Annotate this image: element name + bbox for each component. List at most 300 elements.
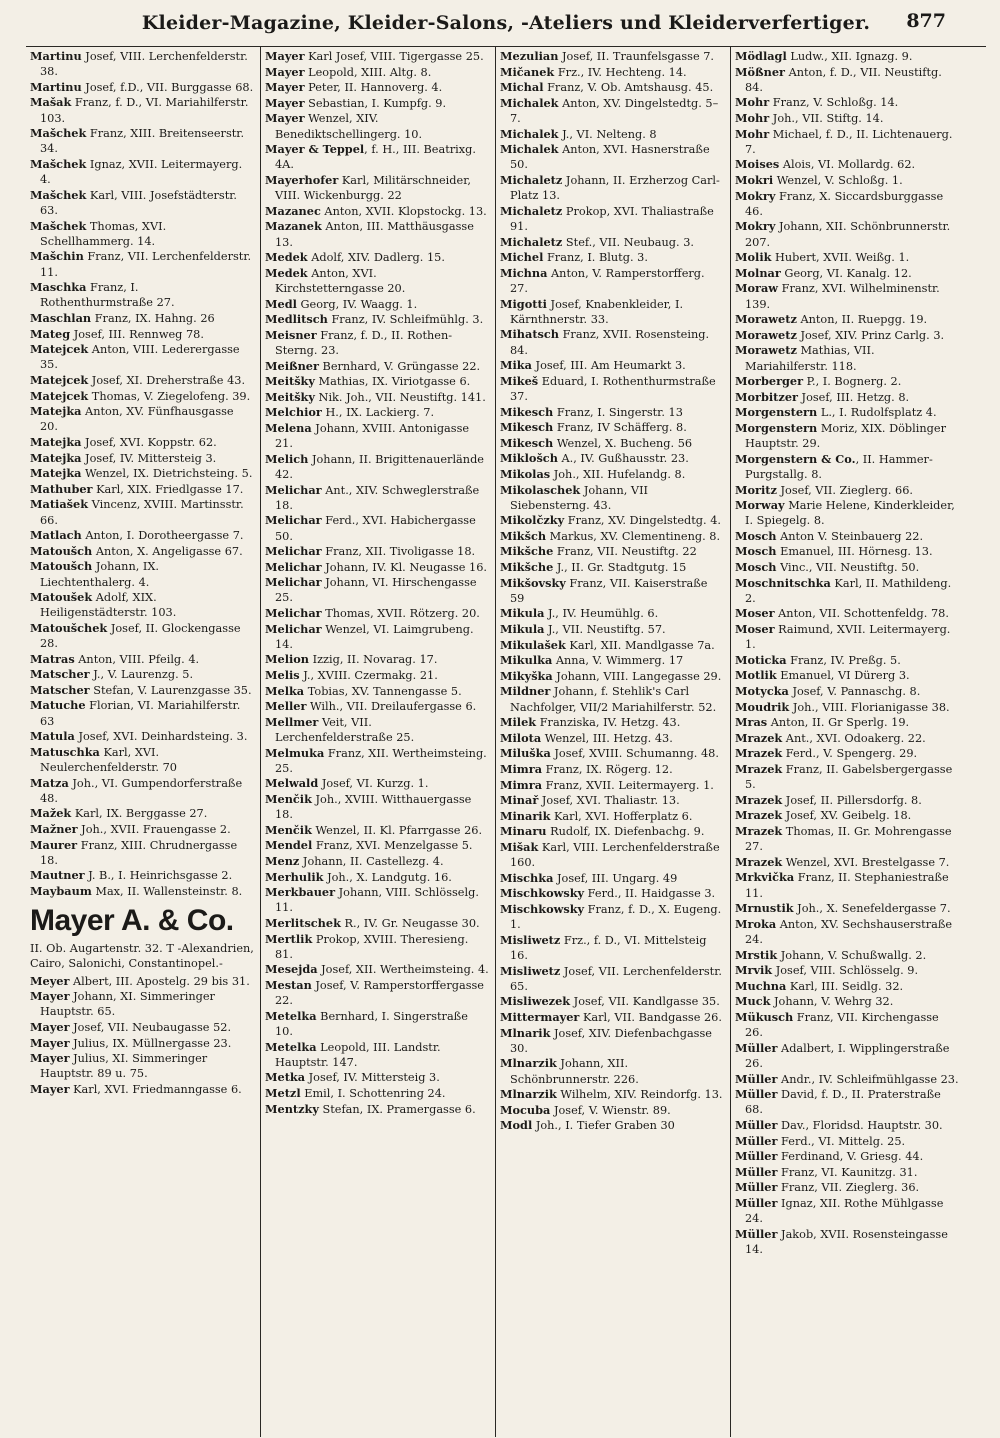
entry-surname: Matejcek — [30, 388, 89, 403]
entry-surname: Modl — [500, 1118, 533, 1133]
directory-entry — [735, 870, 960, 900]
entry-details: Joh., VIII. Florianigasse 38. — [789, 700, 950, 714]
entry-details: Karl, VII. Bandgasse 26. — [579, 1010, 722, 1024]
entry-list — [265, 49, 489, 1117]
entry-details: Anton, f. D., VII. Neustiftg. 84. — [745, 65, 942, 94]
directory-entry — [735, 917, 960, 947]
entry-details: Franz, VII. Kaiserstraße 59 — [510, 576, 708, 605]
entry-surname: Mrazek — [735, 746, 783, 761]
entry-details: Julius, IX. Müllnergasse 23. — [69, 1036, 232, 1050]
entry-surname: Maurer — [30, 837, 78, 852]
entry-details: Josef, VII. Neubaugasse 52. — [69, 1021, 232, 1035]
entry-surname: Matejka — [30, 466, 82, 481]
directory-entry — [265, 746, 489, 776]
directory-entry — [500, 622, 724, 637]
entry-details: Josef, XIV. Prinz Carlg. 3. — [796, 328, 945, 342]
entry-details: Franziska, IV. Hetzg. 43. — [536, 716, 681, 730]
directory-entry — [30, 373, 254, 388]
entry-details: Peter, II. Hannoverg. 4. — [304, 81, 443, 95]
entry-details: Karl, II. Mathildeng. 2. — [745, 576, 952, 605]
column-2 — [261, 47, 496, 1437]
entry-surname: Mažek — [30, 806, 72, 821]
entry-details: Joh., XII. Hufelandg. 8. — [550, 467, 686, 481]
entry-surname: Melichar — [265, 513, 322, 528]
entry-surname: Moudrik — [735, 699, 790, 714]
entry-details: Franz, XVII. Leitermayerg. 1. — [542, 778, 714, 792]
entry-details: Johann, V. Wehrg 32. — [770, 995, 894, 1009]
entry-surname: Maybaum — [30, 884, 92, 899]
directory-entry — [500, 1118, 724, 1133]
entry-details: Karl, VIII. Josefstädterstr. 63. — [40, 188, 237, 217]
directory-entry — [265, 405, 489, 420]
entry-surname: Michalek — [500, 126, 559, 141]
entry-details: Joh., XVIII. Witthauergasse 18. — [275, 793, 472, 822]
directory-entry — [500, 1087, 724, 1102]
columns — [26, 46, 986, 1437]
entry-details: R., IV. Gr. Neugasse 30. — [340, 917, 480, 930]
directory-entry — [735, 963, 960, 978]
entry-surname: Mičanek — [500, 64, 555, 79]
entry-details: Wenzel, II. Kl. Pfarrgasse 26. — [311, 823, 483, 837]
directory-entry — [265, 699, 489, 714]
entry-surname: Mayer — [30, 1051, 70, 1066]
entry-details: J. B., I. Heinrichsgasse 2. — [84, 869, 233, 883]
directory-entry — [500, 933, 724, 963]
entry-details: Josef, VII. Kandlgasse 35. — [570, 995, 720, 1009]
entry-details: Josef, IV. Mittersteig 3. — [81, 451, 217, 465]
entry-surname: Mažner — [30, 822, 78, 837]
entry-surname: Mayer — [265, 49, 305, 63]
entry-details: Franz, XVI. Menzelgasse 5. — [312, 839, 473, 853]
directory-entry — [500, 266, 724, 296]
entry-details: Wilhelm, XIV. Reindorfg. 13. — [556, 1088, 723, 1102]
directory-entry — [500, 669, 724, 684]
directory-entry — [30, 1051, 254, 1081]
entry-surname: Mlnarik — [500, 1025, 551, 1040]
directory-entry — [265, 374, 489, 389]
entry-surname: Metelka — [265, 1039, 317, 1054]
entry-details: J., II. Gr. Stadtgutg. 15 — [553, 561, 687, 575]
entry-surname: Miluška — [500, 746, 551, 761]
directory-entry — [30, 974, 254, 989]
entry-surname: Mrazek — [735, 854, 783, 869]
entry-details: Franz, IV Schäfferg. 8. — [553, 421, 687, 435]
entry-list — [735, 49, 960, 1257]
entry-surname: Mateg — [30, 326, 71, 341]
entry-surname: Molnar — [735, 265, 781, 280]
entry-details: Josef, XVI. Thaliastr. 13. — [538, 794, 680, 808]
directory-entry — [500, 96, 724, 126]
directory-entry — [735, 281, 960, 311]
directory-entry — [265, 328, 489, 358]
directory-entry — [30, 989, 254, 1019]
directory-entry — [500, 80, 724, 95]
directory-entry — [265, 483, 489, 513]
entry-details: Josef, V. Pannaschg. 8. — [788, 685, 921, 699]
directory-entry — [500, 405, 724, 420]
directory-entry — [735, 1180, 960, 1195]
entry-surname: Matscher — [30, 667, 90, 682]
directory-entry — [500, 840, 724, 870]
entry-surname: Müller — [735, 1164, 778, 1179]
entry-surname: Melichar — [265, 606, 322, 621]
entry-surname: Mesejda — [265, 962, 318, 977]
entry-details: Josef, VIII. Schlösselg. 9. — [772, 964, 919, 978]
entry-surname: Matoušch — [30, 559, 93, 574]
page-number: 877 — [906, 10, 946, 32]
entry-details: Ferdinand, V. Griesg. 44. — [777, 1150, 924, 1164]
entry-details: Josef, XI. Dreherstraße 43. — [88, 373, 246, 387]
directory-entry — [265, 792, 489, 822]
entry-surname: Metelka — [265, 1008, 317, 1023]
directory-entry — [500, 513, 724, 528]
directory-entry — [265, 606, 489, 621]
entry-details: P., I. Bognerg. 2. — [803, 375, 902, 389]
entry-surname: Medek — [265, 265, 308, 280]
entry-details: Izzig, II. Novarag. 17. — [309, 653, 438, 667]
entry-details: Anton, II. Ruepgg. 19. — [796, 313, 928, 327]
entry-surname: Morgenstern — [735, 405, 818, 420]
entry-surname: Matza — [30, 775, 69, 790]
entry-details: Franz, f. D., VI. Mariahilferstr. 103. — [40, 96, 249, 125]
entry-surname: Meyer — [30, 973, 70, 988]
entry-details: Franz, V. Ob. Amtshausg. 45. — [543, 81, 714, 95]
entry-surname: Matoušchek — [30, 620, 108, 635]
entry-details: Johann, VIII. Schlösselg. 11. — [275, 886, 479, 915]
entry-surname: Medek — [265, 250, 308, 265]
entry-details: Franz, IX. Rögerg. 12. — [542, 763, 673, 777]
entry-details: Franz, f. D., X. Eugeng. 1. — [510, 902, 722, 932]
entry-surname: Mokry — [735, 219, 776, 234]
directory-entry — [30, 157, 254, 187]
entry-details: Johann, XII. Schönbrunnerstr. 226. — [510, 1057, 639, 1086]
entry-surname: Melichar — [265, 482, 322, 497]
directory-entry — [500, 467, 724, 482]
directory-entry — [265, 854, 489, 869]
entry-surname: Mikula — [500, 622, 545, 637]
directory-entry — [500, 420, 724, 435]
entry-details: Veit, VII. Lerchenfelderstraße 25. — [275, 715, 415, 745]
directory-entry — [30, 868, 254, 883]
entry-details: Dav., Floridsd. Hauptstr. 30. — [777, 1118, 943, 1132]
directory-entry — [30, 435, 254, 450]
directory-entry — [30, 389, 254, 404]
directory-entry — [265, 684, 489, 699]
entry-details: Josef, III. Rennweg 78. — [70, 327, 204, 341]
entry-details: Johann, XI. Simmeringer Hauptstr. 65. — [40, 990, 215, 1019]
entry-details: Josef, XII. Wertheimsteing. 4. — [317, 963, 489, 977]
entry-details: Karl, Militärschneider, VIII. Wickenburgg. 22 — [275, 173, 471, 203]
directory-entry — [265, 513, 489, 543]
entry-details: Adalbert, I. Wipplingerstraße 26. — [745, 1041, 950, 1070]
entry-details: Franz, IV. Schleifmühlg. 3. — [327, 313, 484, 327]
directory-entry — [265, 652, 489, 667]
entry-details: Nik. Joh., VII. Neustiftg. 141. — [314, 390, 486, 404]
entry-details: Marie Helene, Kinderkleider, I. Spiegelg. 8. — [745, 499, 955, 528]
directory-entry — [265, 1009, 489, 1039]
entry-surname: Muchna — [735, 978, 787, 993]
entry-details: Franz, I. Rothenthurmstraße 27. — [40, 281, 175, 310]
entry-details: Bernhard, V. Grüngasse 22. — [318, 359, 481, 373]
entry-surname: Meitšky — [265, 389, 315, 404]
entry-surname: Maschlan — [30, 310, 92, 325]
entry-surname: Mayer — [265, 95, 305, 110]
directory-entry — [30, 466, 254, 481]
entry-surname: Müller — [735, 1071, 778, 1086]
directory-entry — [265, 421, 489, 451]
directory-entry — [30, 80, 254, 95]
entry-surname: Mikesch — [500, 404, 554, 419]
entry-details: Josef, XVI. Koppstr. 62. — [81, 435, 217, 449]
entry-details: Emil, I. Schottenring 24. — [300, 1086, 446, 1100]
entry-surname: Misliwetz — [500, 932, 561, 947]
directory-entry — [500, 606, 724, 621]
entry-details: Franz, I. Blutg. 3. — [543, 251, 648, 265]
directory-entry — [500, 1103, 724, 1118]
entry-surname: Mestan — [265, 977, 312, 992]
entry-details: J., VII. Neustiftg. 57. — [544, 623, 666, 637]
entry-surname: Müller — [735, 1087, 778, 1102]
entry-surname: Mosch — [735, 544, 777, 559]
directory-entry — [30, 497, 254, 527]
entry-surname: Miklošch — [500, 451, 558, 466]
directory-entry — [30, 49, 254, 79]
entry-surname: Mayer — [265, 111, 305, 126]
entry-details: Michael, f. D., II. Lichtenauerg. 7. — [745, 127, 953, 156]
entry-details: Andr., IV. Schleifmühlgasse 23. — [777, 1072, 959, 1086]
directory-entry — [735, 762, 960, 792]
entry-surname: Matlach — [30, 528, 82, 543]
entry-surname: Mößner — [735, 64, 785, 79]
entry-details: Franz, XIII. Breitenseerstr. 34. — [40, 127, 245, 156]
directory-entry — [500, 451, 724, 466]
directory-entry — [735, 452, 960, 482]
entry-surname: Mikšch — [500, 528, 547, 543]
entry-surname: Mosch — [735, 528, 777, 543]
entry-surname: Melis — [265, 668, 300, 683]
directory-entry — [30, 1082, 254, 1097]
directory-entry — [265, 390, 489, 405]
entry-surname: Mašchek — [30, 187, 87, 202]
directory-entry — [735, 606, 960, 621]
entry-details: Anton, XV. Dingelstedtg. 5–7. — [510, 96, 719, 125]
entry-surname: Mikeš — [500, 373, 539, 388]
directory-entry — [500, 436, 724, 451]
directory-entry — [500, 327, 724, 357]
entry-surname: Mihatsch — [500, 327, 559, 342]
entry-surname: Motycka — [735, 684, 789, 699]
directory-entry — [735, 65, 960, 95]
entry-surname: Matras — [30, 651, 75, 666]
directory-entry — [265, 1040, 489, 1070]
entry-details: Anton, XVII. Klopstockg. 13. — [320, 204, 487, 218]
directory-entry — [500, 793, 724, 808]
entry-details: Anna, V. Wimmerg. 17 — [552, 654, 684, 668]
directory-entry — [500, 297, 724, 327]
entry-surname: Mimra — [500, 762, 543, 777]
entry-details: Wenzel, III. Hetzg. 43. — [541, 731, 673, 745]
entry-details: Franz, XVI. Wilhelminenstr. 139. — [745, 282, 940, 311]
entry-surname: Mentzky — [265, 1101, 319, 1116]
directory-entry — [500, 49, 724, 64]
entry-surname: Müller — [735, 1149, 778, 1164]
entry-surname: Morbitzer — [735, 389, 798, 404]
entry-surname: Mokri — [735, 172, 774, 187]
entry-surname: Milek — [500, 715, 537, 730]
directory-entry — [500, 778, 724, 793]
entry-details: Karl, XVI. Neulerchenfelderstr. 70 — [40, 745, 177, 775]
entry-surname: Michalek — [500, 142, 559, 157]
entry-details: Tobias, XV. Tannengasse 5. — [304, 684, 462, 698]
entry-details: Johann, XVIII. Antonigasse 21. — [275, 421, 470, 451]
entry-details: J., V. Laurenzg. 5. — [89, 668, 194, 682]
entry-details: David, f. D., II. Praterstraße 68. — [745, 1088, 941, 1117]
entry-surname: Mikyška — [500, 668, 553, 683]
entry-details: Alois, VI. Mollardg. 62. — [779, 158, 916, 172]
directory-entry — [500, 809, 724, 824]
entry-surname: Morgenstern & Co. — [735, 451, 856, 466]
entry-details: Franz, XIII. Chrudnergasse 18. — [40, 838, 238, 867]
entry-details: Josef, VII. Lerchenfelderstr. 65. — [510, 964, 722, 993]
directory-entry — [265, 932, 489, 962]
entry-surname: Matula — [30, 729, 75, 744]
directory-entry — [500, 173, 724, 203]
directory-entry — [735, 824, 960, 854]
directory-entry — [265, 297, 489, 312]
entry-surname: Melichar — [265, 575, 322, 590]
entry-surname: Morawetz — [735, 343, 797, 358]
entry-details: Jakob, XVII. Rosensteingasse 14. — [745, 1227, 948, 1256]
directory-entry — [500, 902, 724, 932]
entry-surname: Mrazek — [735, 730, 783, 745]
directory-entry — [265, 823, 489, 838]
entry-details: J., XVIII. Czermakg. 21. — [299, 669, 438, 683]
directory-entry — [265, 266, 489, 296]
directory-entry — [735, 1072, 960, 1087]
entry-details: Adolf, XIX. Heiligenstädterstr. 103. — [40, 591, 177, 620]
entry-surname: Matscher — [30, 682, 90, 697]
entry-details: Josef, II. Pillersdorfg. 8. — [782, 793, 922, 807]
entry-surname: Moser — [735, 606, 775, 621]
directory-entry — [735, 731, 960, 746]
entry-details: Franz, VI. Kaunitzg. 31. — [777, 1165, 918, 1179]
entry-surname: Mrazek — [735, 792, 783, 807]
directory-entry — [30, 126, 254, 156]
entry-surname: Morgenstern — [735, 420, 818, 435]
directory-entry — [500, 235, 724, 250]
entry-details: Josef, XIV. Diefenbachgasse 30. — [510, 1026, 712, 1055]
entry-surname: Melichar — [265, 544, 322, 559]
entry-details: Joh., VI. Gumpendorferstraße 48. — [40, 776, 243, 805]
entry-details: Joh., VII. Stiftg. 14. — [769, 111, 884, 125]
entry-details: Karl, XVI. Friedmanngasse 6. — [69, 1083, 242, 1097]
entry-surname: Mohr — [735, 126, 770, 141]
entry-surname: Merlitschek — [265, 916, 341, 930]
directory-entry — [500, 576, 724, 606]
entry-details: Ferd., V. Spengerg. 29. — [782, 747, 918, 761]
entry-details: Georg, VI. Kanalg. 12. — [780, 266, 912, 280]
directory-entry — [265, 452, 489, 482]
entry-details: Ant., XVI. Odoakerg. 22. — [782, 731, 926, 745]
entry-surname: Mrstik — [735, 947, 778, 962]
entry-details: Anton, XVI. Hasnerstraße 50. — [510, 143, 710, 172]
directory-entry — [735, 1227, 960, 1257]
directory-entry — [735, 405, 960, 420]
directory-entry — [30, 806, 254, 821]
entry-surname: Meißner — [265, 358, 319, 373]
entry-details: J., IV. Heumühlg. 6. — [544, 607, 659, 621]
entry-details: Josef, II. Traunfelsgasse 7. — [558, 50, 715, 63]
directory-entry — [735, 1087, 960, 1117]
directory-entry — [500, 994, 724, 1009]
entry-details: Johann, II. Castellezg. 4. — [299, 855, 444, 869]
directory-entry — [735, 793, 960, 808]
entry-surname: Mrazek — [735, 808, 783, 823]
entry-surname: Michel — [500, 250, 544, 265]
entry-details: Franz, VII. Kirchengasse 26. — [745, 1010, 939, 1040]
directory-entry — [265, 219, 489, 249]
entry-details: Raimund, XVII. Leitermayerg. 1. — [745, 623, 951, 652]
entry-details: Anton, X. Angeligasse 67. — [92, 544, 243, 558]
directory-entry — [265, 142, 489, 172]
entry-surname: Mayer — [30, 1020, 70, 1035]
directory-entry — [30, 544, 254, 559]
entry-details: Anton, II. Gr Sperlg. 19. — [767, 716, 910, 730]
directory-entry — [500, 65, 724, 80]
directory-entry — [735, 390, 960, 405]
directory-entry — [735, 173, 960, 188]
entry-details: Julius, XI. Simmeringer Hauptstr. 89 u. 75. — [40, 1052, 208, 1081]
entry-list-after-ad — [30, 974, 254, 1098]
directory-entry — [735, 328, 960, 343]
entry-details: Johann, II. Erzherzog Carl-Platz 13. — [510, 173, 720, 203]
entry-surname: Mischka — [500, 870, 554, 885]
entry-surname: Mendel — [265, 838, 313, 853]
directory-entry — [735, 1010, 960, 1040]
entry-surname: Mlnarzik — [500, 1087, 557, 1102]
entry-details: Johann, VI. Hirschengasse 25. — [275, 576, 477, 605]
entry-surname: Mittermayer — [500, 1009, 580, 1024]
directory-entry — [30, 404, 254, 434]
directory-entry — [265, 870, 489, 885]
entry-details: Leopold, III. Landstr. Hauptstr. 147. — [275, 1040, 441, 1069]
directory-entry — [500, 127, 724, 142]
directory-entry — [500, 731, 724, 746]
entry-surname: Mohr — [735, 95, 770, 110]
entry-details: Josef, IV. Mittersteig 3. — [305, 1071, 440, 1085]
entry-details: Joh., I. Tiefer Graben 30 — [532, 1119, 675, 1133]
entry-details: Frz., f. D., VI. Mittelsteig 16. — [510, 933, 707, 962]
entry-details: Franz, I. Singerstr. 13 — [553, 405, 683, 419]
entry-surname: Mikšovsky — [500, 575, 566, 590]
entry-surname: Mezulian — [500, 49, 559, 63]
directory-entry — [500, 250, 724, 265]
entry-surname: Morawetz — [735, 327, 797, 342]
directory-entry — [30, 219, 254, 249]
entry-surname: Mimra — [500, 777, 543, 792]
entry-surname: Michaletz — [500, 172, 563, 187]
entry-details: Stefan, V. Laurenzgasse 35. — [89, 683, 252, 697]
entry-details: Karl, XIX. Friedlgasse 17. — [92, 482, 244, 496]
entry-surname: Matiašek — [30, 497, 89, 512]
entry-surname: Mrvik — [735, 963, 773, 978]
entry-surname: Michaletz — [500, 203, 563, 218]
directory-entry — [30, 1020, 254, 1035]
entry-surname: Mautner — [30, 868, 85, 883]
directory-entry — [500, 1010, 724, 1025]
directory-entry — [265, 715, 489, 745]
entry-surname: Melichar — [265, 559, 322, 574]
